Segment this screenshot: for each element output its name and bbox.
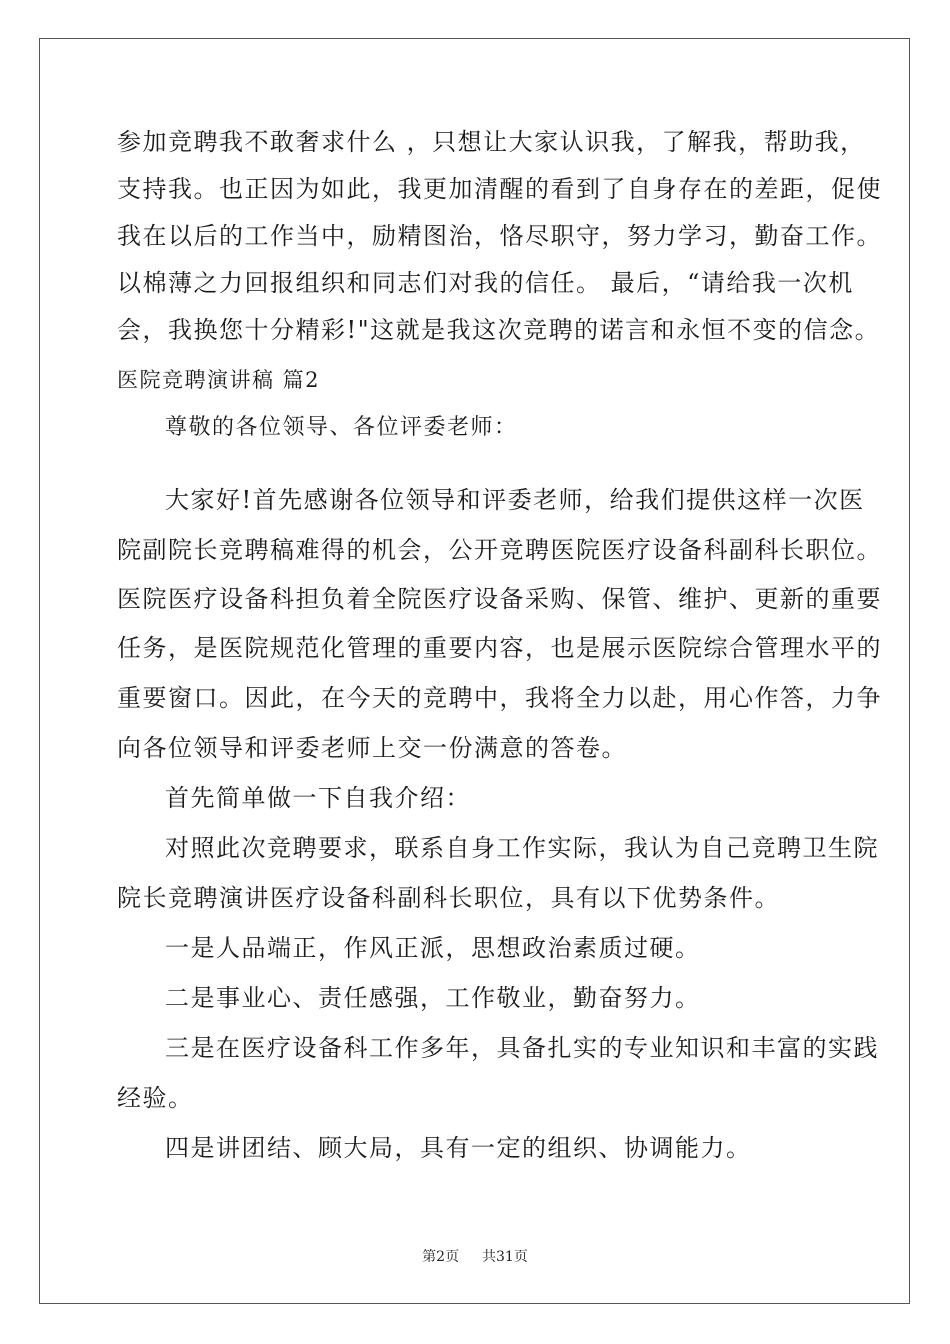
text-line: 向各位领导和评委老师上交一份满意的答卷。 xyxy=(117,734,627,762)
text-line: 一是人品端正，作风正派，思想政治素质过硬。 xyxy=(165,934,701,962)
text-line: 会，我换您十分精彩!"这就是我这次竞聘的诺言和永恒不变的信念。 xyxy=(117,316,881,344)
text-line: 经验。 xyxy=(117,1084,194,1112)
section-heading: 医院竞聘演讲稿 篇2 xyxy=(117,368,321,392)
text-line: 支持我。也正因为如此，我更加清醒的看到了自身存在的差距，促使 xyxy=(117,175,882,203)
text-line: 重要窗口。因此，在今天的竞聘中，我将全力以赴，用心作答，力争 xyxy=(117,684,882,712)
text-line: 对照此次竞聘要求，联系自身工作实际，我认为自己竞聘卫生院 xyxy=(165,834,879,862)
text-line: 二是事业心、责任感强，工作敬业，勤奋努力。 xyxy=(165,984,701,1012)
text-line: 大家好!首先感谢各位领导和评委老师，给我们提供这样一次医 xyxy=(165,486,865,514)
page-footer xyxy=(0,1246,950,1266)
text-line: 以棉薄之力回报组织和同志们对我的信任。 最后，“请给我一次机 xyxy=(117,269,854,297)
page-total: 共31页 xyxy=(482,1249,528,1265)
text-line: 院副院长竞聘稿难得的机会，公开竞聘医院医疗设备科副科长职位。 xyxy=(117,536,882,564)
text-line: 院长竞聘演讲医疗设备科副科长职位，具有以下优势条件。 xyxy=(117,884,780,912)
text-line: 首先简单做一下自我介绍： xyxy=(165,784,471,812)
salutation: 尊敬的各位领导、各位评委老师： xyxy=(165,415,518,440)
text-line: 三是在医疗设备科工作多年，具备扎实的专业知识和丰富的实践 xyxy=(165,1034,879,1062)
page-number: 第2页 xyxy=(422,1249,460,1265)
text-line: 我在以后的工作当中，励精图治，恪尽职守，努力学习，勤奋工作。 xyxy=(117,222,882,250)
text-line: 参加竞聘我不敢奢求什么 ，只想让大家认识我，了解我，帮助我， xyxy=(117,128,866,156)
text-line: 医院医疗设备科担负着全院医疗设备采购、保管、维护、更新的重要 xyxy=(117,585,882,613)
text-line: 四是讲团结、顾大局，具有一定的组织、协调能力。 xyxy=(165,1134,752,1162)
text-line: 任务，是医院规范化管理的重要内容，也是展示医院综合管理水平的 xyxy=(117,634,882,662)
